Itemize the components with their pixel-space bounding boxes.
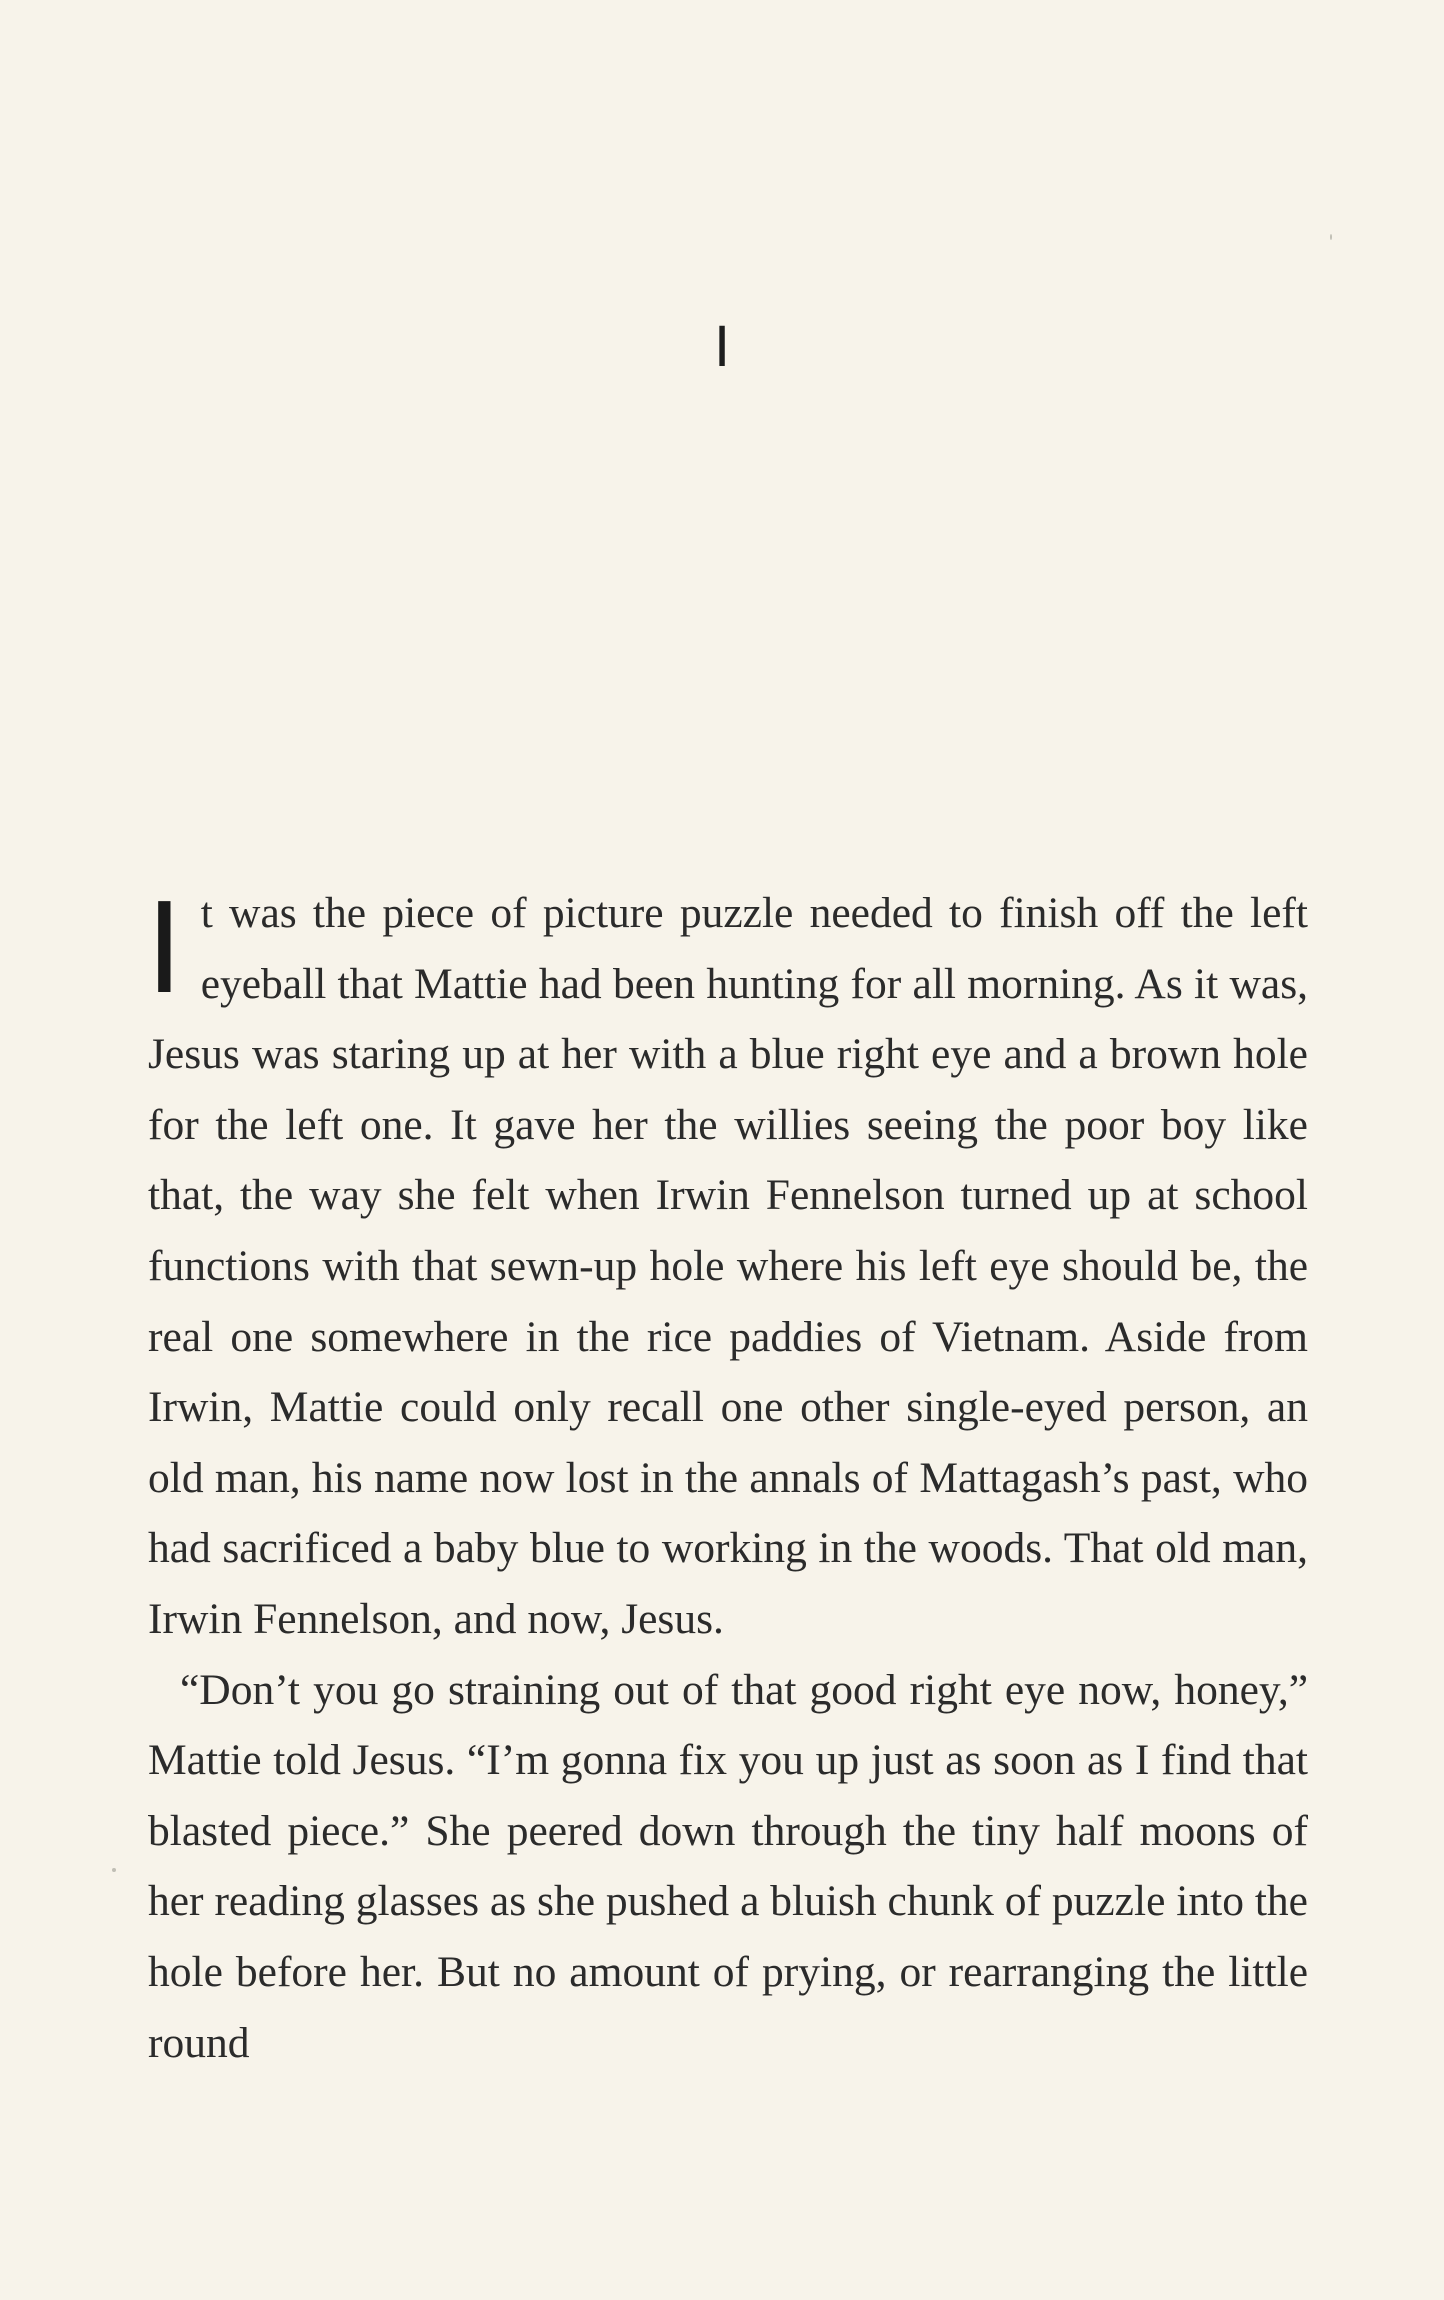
chapter-number: I bbox=[713, 314, 731, 379]
paper-speck bbox=[112, 1868, 116, 1872]
paragraph-1-text: t was the piece of picture puzzle needed to finish off the left eyeball that Mattie had been hunting for all morning. As it was, Jesus was staring up at her with a blue right eye and a brown hole for the left one. It gave her the willies seeing the poor boy like that, the way she felt when Irwin Fennelson turned up at school functions with that sewn-up hole where his left eye should be, the real one somewhere in the rice paddies of Vietnam. Aside from Irwin, Mattie could only recall one other single-eyed person, an old man, his name now lost in the annals of Mattagash’s past, who had sacrificed a baby blue to working in the woods. That old man, Irwin Fennelson, and now, Jesus. bbox=[148, 889, 1308, 1643]
paragraph-1 bbox=[146, 873, 1308, 1655]
drop-cap: I bbox=[146, 873, 183, 1020]
body-text bbox=[146, 873, 1308, 2078]
paper-speck bbox=[1330, 234, 1332, 240]
paragraph-2: “Don’t you go straining out of that good right eye now, honey,” Mattie told Jesus. “I’m gonna fix you up just as soon as I find that blasted piece.” She peered down through the tiny half moons of her reading glasses as she pushed a bluish chunk of puzzle into the hole before her. But no amount of prying, or rearranging the little round bbox=[148, 1665, 1308, 2067]
